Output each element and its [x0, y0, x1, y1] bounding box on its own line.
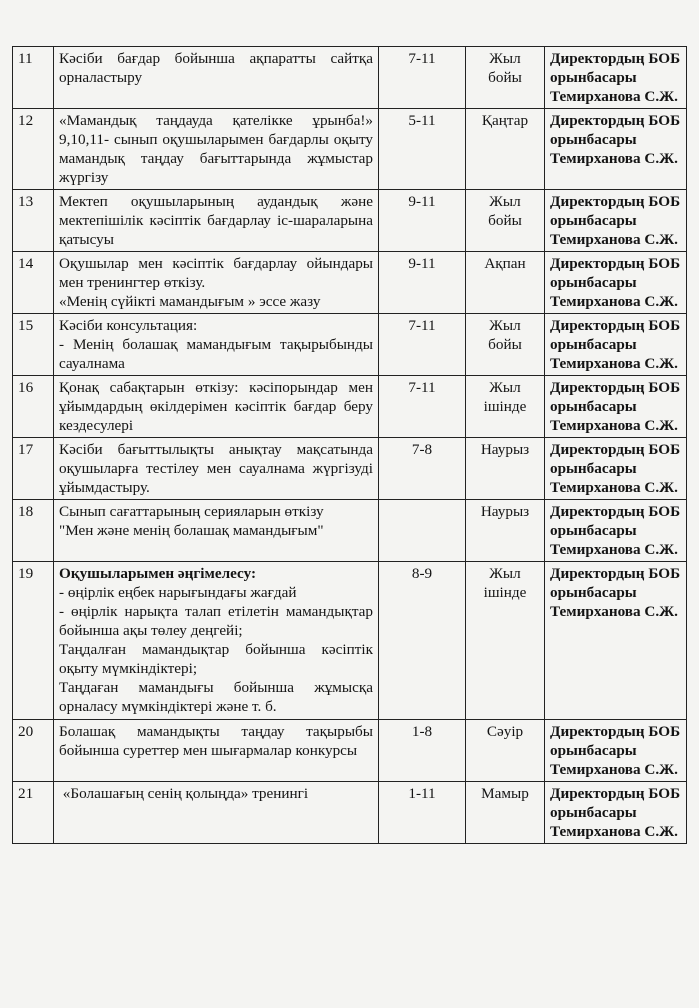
responsible-cell: Директордың БОБ орынбасары Темирханова С.Ж.	[545, 47, 687, 109]
activity-cell: «Мамандық таңдауда қателікке ұрынба!» 9,10,11- сынып оқушыларымен бағдарлы оқыту мамандық таңдау бағыттарында жұмыстар жүргізу	[54, 109, 379, 190]
responsible-cell: Директордың БОБ орынбасары Темирханова С.Ж.	[545, 720, 687, 782]
timing-cell: Жыл бойы	[466, 314, 545, 376]
responsible-cell: Директордың БОБ орынбасары Темирханова С.Ж.	[545, 314, 687, 376]
table-row	[13, 252, 687, 314]
grades-cell: 5-11	[379, 109, 466, 190]
responsible-cell: Директордың БОБ орынбасары Темирханова С.Ж.	[545, 782, 687, 844]
grades-cell: 7-11	[379, 47, 466, 109]
grades-cell: 7-11	[379, 314, 466, 376]
timing-cell: Наурыз	[466, 500, 545, 562]
activity-cell: Кәсіби бағдар бойынша ақпаратты сайтқа орналастыру	[54, 47, 379, 109]
row-number: 19	[13, 562, 54, 720]
table-row	[13, 190, 687, 252]
row-number: 16	[13, 376, 54, 438]
table-row	[13, 47, 687, 109]
timing-cell: Қаңтар	[466, 109, 545, 190]
table-row	[13, 109, 687, 190]
activity-cell: Оқушыларымен әңгімелесу: - өңірлік еңбек нарығындағы жағдай - өңірлік нарықта талап етілетін мамандықтар бойынша ақы төлеу деңгейі; Таңдалған мамандықтар бойынша кәсіптік оқыту мүмкіндіктері; Таңдаған мамандығы бойынша жұмысқа орналасу мүмкіндіктері және т. б.	[54, 562, 379, 720]
responsible-cell: Директордың БОБ орынбасары Темирханова С.Ж.	[545, 438, 687, 500]
responsible-cell: Директордың БОБ орынбасары Темирханова С.Ж.	[545, 109, 687, 190]
timing-cell: Жыл бойы	[466, 47, 545, 109]
grades-cell: 1-11	[379, 782, 466, 844]
row-number: 18	[13, 500, 54, 562]
timing-cell: Жыл ішінде	[466, 376, 545, 438]
row-number: 11	[13, 47, 54, 109]
timing-cell: Жыл бойы	[466, 190, 545, 252]
grades-cell: 1-8	[379, 720, 466, 782]
row-number: 15	[13, 314, 54, 376]
table-row	[13, 314, 687, 376]
timing-cell: Наурыз	[466, 438, 545, 500]
table-row	[13, 720, 687, 782]
table-row	[13, 500, 687, 562]
row-number: 12	[13, 109, 54, 190]
activity-heading: Оқушыларымен әңгімелесу:	[59, 565, 257, 582]
table-row	[13, 782, 687, 844]
row-number: 14	[13, 252, 54, 314]
activity-cell: Қонақ сабақтарын өткізу: кәсіпорындар мен ұйымдардың өкілдерімен кәсіптік бағдар беру кездесулері	[54, 376, 379, 438]
table-row	[13, 376, 687, 438]
table-row	[13, 562, 687, 720]
responsible-cell: Директордың БОБ орынбасары Темирханова С.Ж.	[545, 252, 687, 314]
activity-cell: Болашақ мамандықты таңдау тақырыбы бойынша суреттер мен шығармалар конкурсы	[54, 720, 379, 782]
career-guidance-plan-table	[12, 46, 687, 844]
responsible-cell: Директордың БОБ орынбасары Темирханова С.Ж.	[545, 562, 687, 720]
timing-cell: Жыл ішінде	[466, 562, 545, 720]
activity-cell: Мектеп оқушыларының аудандық және мектепішілік кәсіптік бағдарлау іс-шараларына қатысуы	[54, 190, 379, 252]
table-row	[13, 438, 687, 500]
timing-cell: Мамыр	[466, 782, 545, 844]
row-number: 17	[13, 438, 54, 500]
responsible-cell: Директордың БОБ орынбасары Темирханова С.Ж.	[545, 500, 687, 562]
grades-cell: 9-11	[379, 190, 466, 252]
responsible-cell: Директордың БОБ орынбасары Темирханова С.Ж.	[545, 190, 687, 252]
timing-cell: Сәуір	[466, 720, 545, 782]
responsible-cell: Директордың БОБ орынбасары Темирханова С.Ж.	[545, 376, 687, 438]
activity-cell: «Болашағың сенің қолыңда» тренингі	[54, 782, 379, 844]
row-number: 21	[13, 782, 54, 844]
grades-cell: 7-11	[379, 376, 466, 438]
grades-cell: 8-9	[379, 562, 466, 720]
grades-cell: 9-11	[379, 252, 466, 314]
activity-cell: Оқушылар мен кәсіптік бағдарлау ойындары мен тренингтер өткізу. «Менің сүйікті мамандығым » эссе жазу	[54, 252, 379, 314]
row-number: 13	[13, 190, 54, 252]
activity-cell: Кәсіби бағыттылықты анықтау мақсатында оқушыларға тестілеу мен сауалнама жүргізуді ұйымдастыру.	[54, 438, 379, 500]
grades-cell: 7-8	[379, 438, 466, 500]
grades-cell	[379, 500, 466, 562]
row-number: 20	[13, 720, 54, 782]
activity-cell: Сынып сағаттарының серияларын өткізу "Мен және менің болашақ мамандығым"	[54, 500, 379, 562]
timing-cell: Ақпан	[466, 252, 545, 314]
activity-cell: Кәсіби консультация: - Менің болашақ мамандығым тақырыбынды сауалнама	[54, 314, 379, 376]
